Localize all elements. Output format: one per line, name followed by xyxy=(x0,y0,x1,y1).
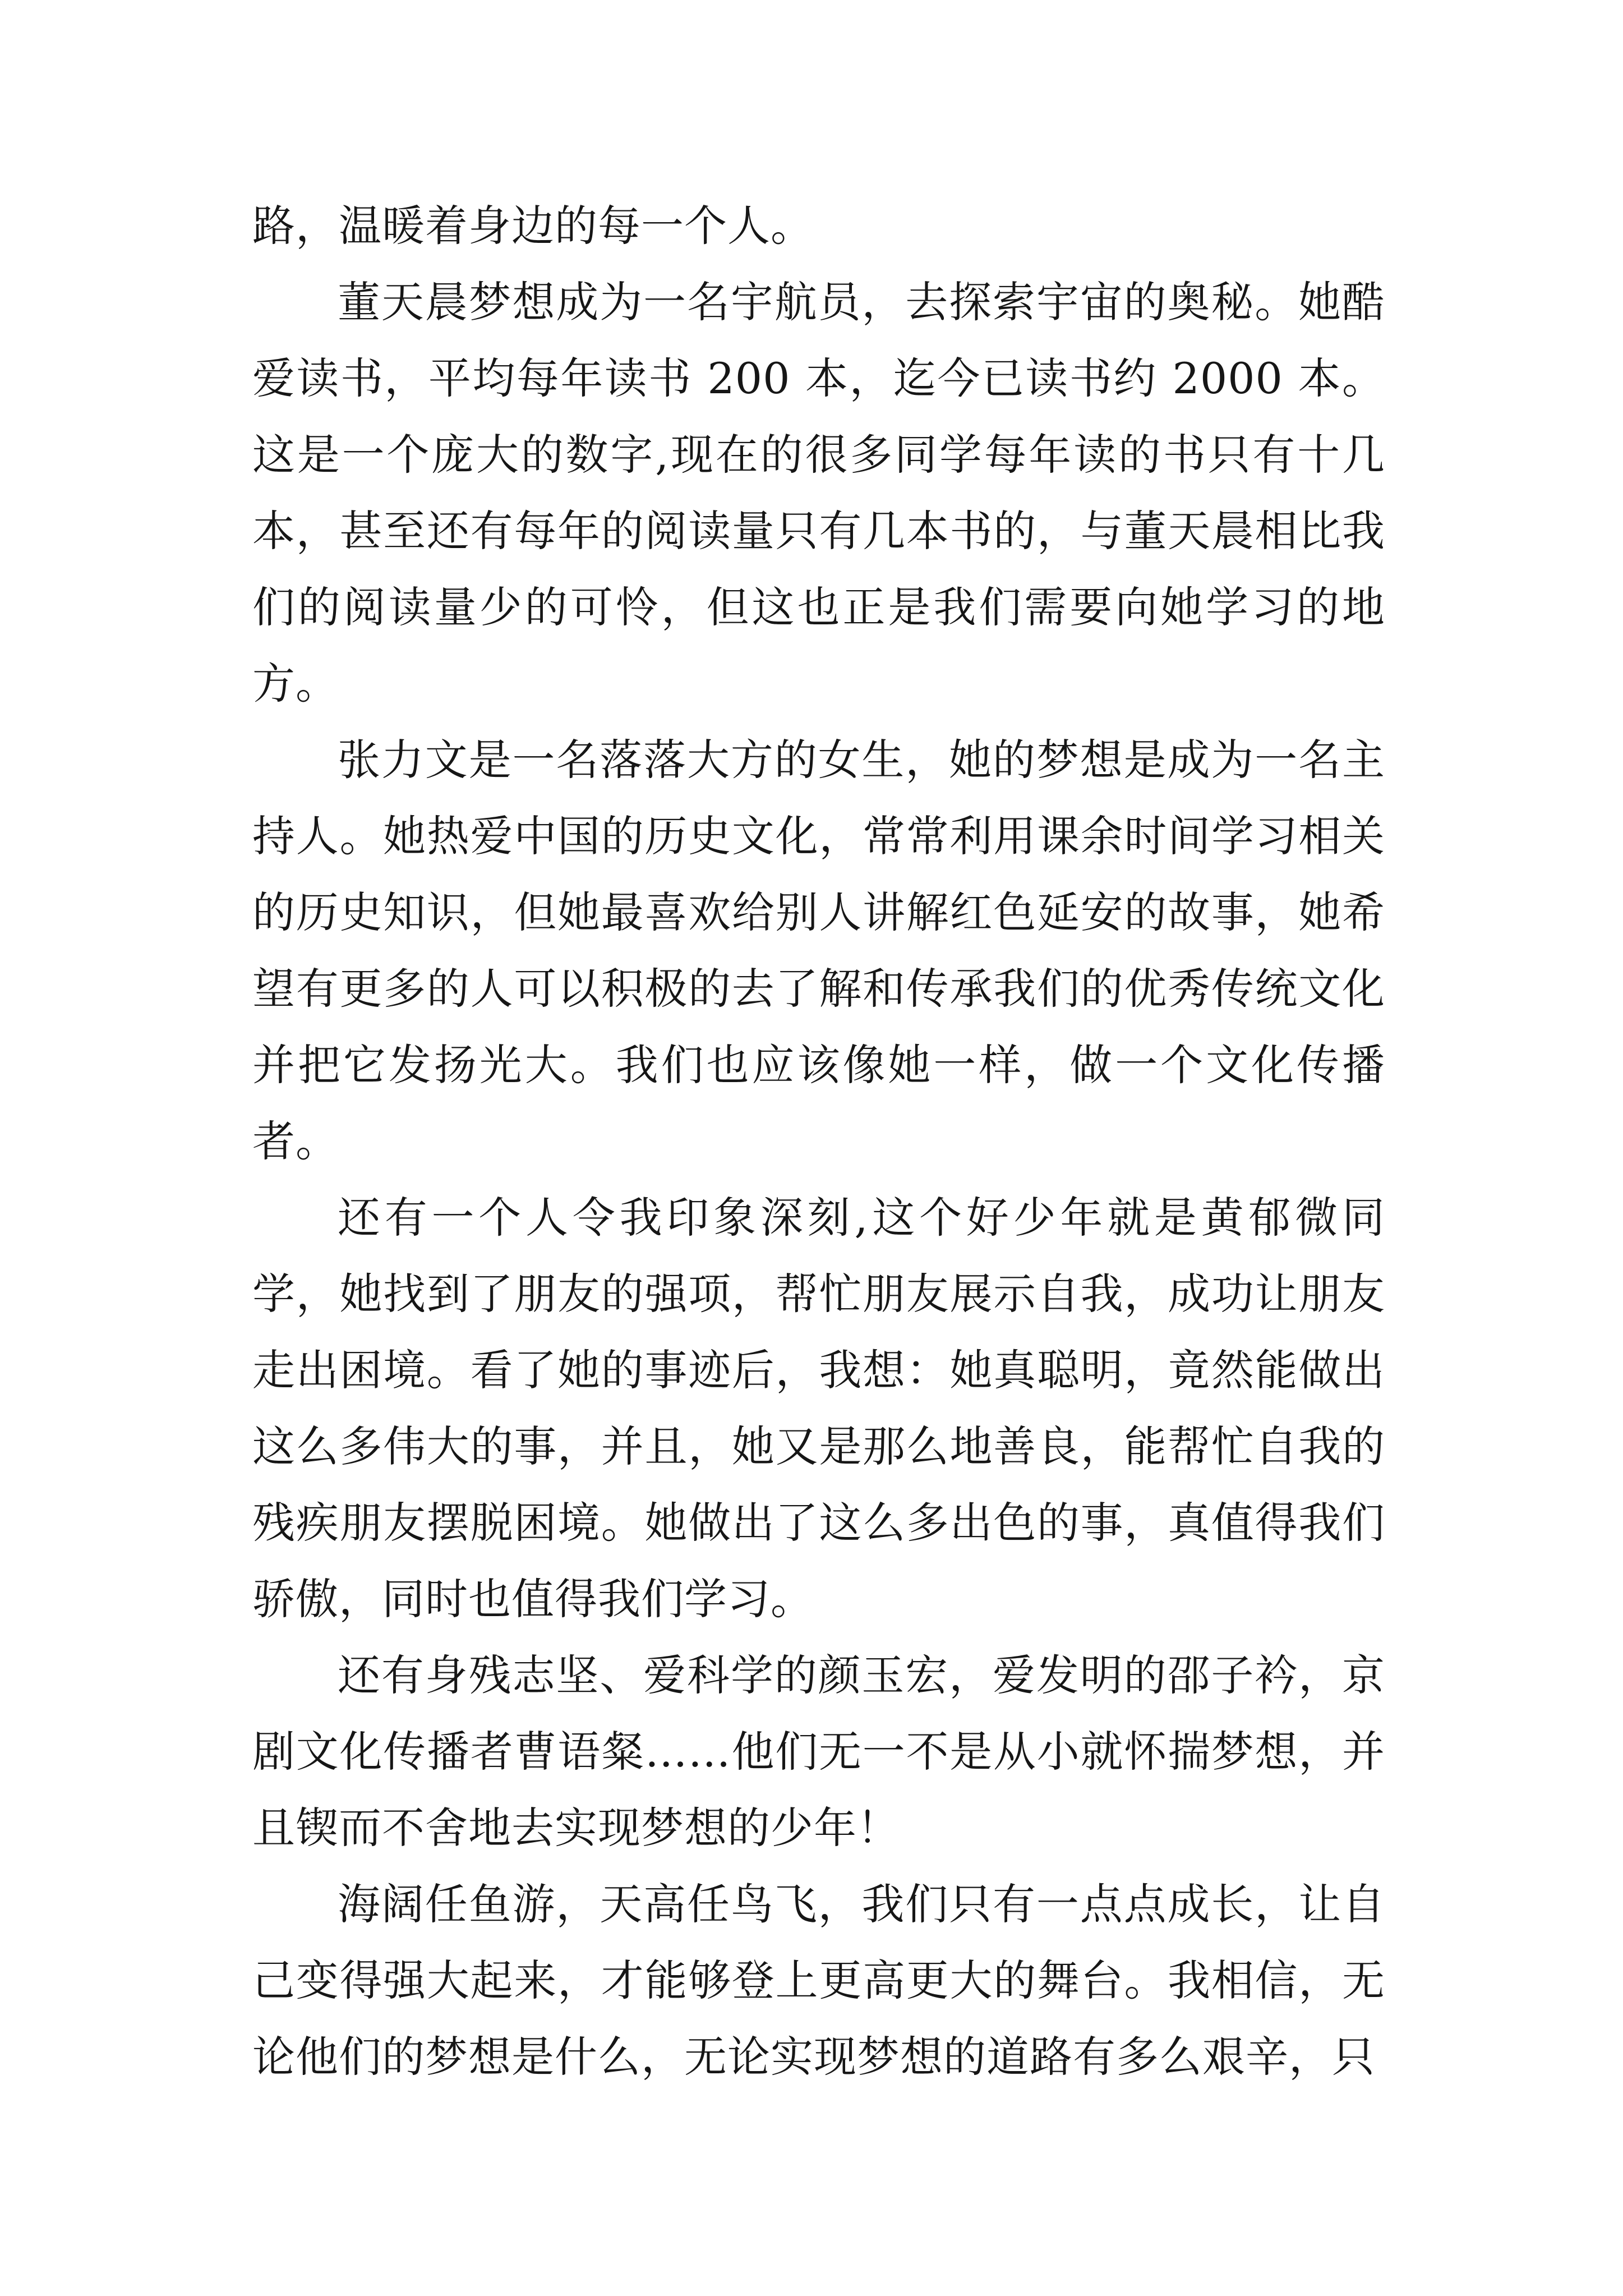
paragraph: 张力文是一名落落大方的女生，她的梦想是成为一名主持人。她热爱中国的历史文化，常常利用课余时间学习相关的历史知识，但她最喜欢给别人讲解红色延安的故事，她希望有更多的人可以积极的去了解和传承我们的优秀传统文化并把它发扬光大。我们也应该像她一样，做一个文化传播者。 xyxy=(252,735,1385,1166)
document-body xyxy=(252,188,1385,2095)
paragraph: 路，温暖着身边的每一个人。 xyxy=(252,201,814,251)
paragraph: 还有一个人令我印象深刻,这个好少年就是黄郁微同学，她找到了朋友的强项，帮忙朋友展示自我，成功让朋友走出困境。看了她的事迹后，我想：她真聪明，竟然能做出这么多伟大的事，并且，她又是那么地善良，能帮忙自我的残疾朋友摆脱困境。她做出了这么多出色的事，真值得我们骄傲，同时也值得我们学习。 xyxy=(252,1193,1385,1624)
paragraph: 海阔任鱼游，天高任鸟飞，我们只有一点点成长，让自己变得强大起来，才能够登上更高更大的舞台。我相信，无论他们的梦想是什么，无论实现梦想的道路有多么艰辛，只 xyxy=(252,1879,1385,2082)
paragraph: 还有身残志坚、爱科学的颜玉宏，爱发明的邵子衿，京剧文化传播者曹语粲……他们无一不是从小就怀揣梦想，并且锲而不舍地去实现梦想的少年！ xyxy=(252,1650,1385,1853)
paragraph: 董天晨梦想成为一名宇航员，去探索宇宙的奥秘。她酷爱读书，平均每年读书 200 本，迄今已读书约 2000 本。这是一个庞大的数字,现在的很多同学每年读的书只有十几本，甚至还有每年的阅读量只有几本书的，与董天晨相比我们的阅读量少的可怜，但这也正是我们需要向她学习的地方。 xyxy=(252,277,1385,708)
